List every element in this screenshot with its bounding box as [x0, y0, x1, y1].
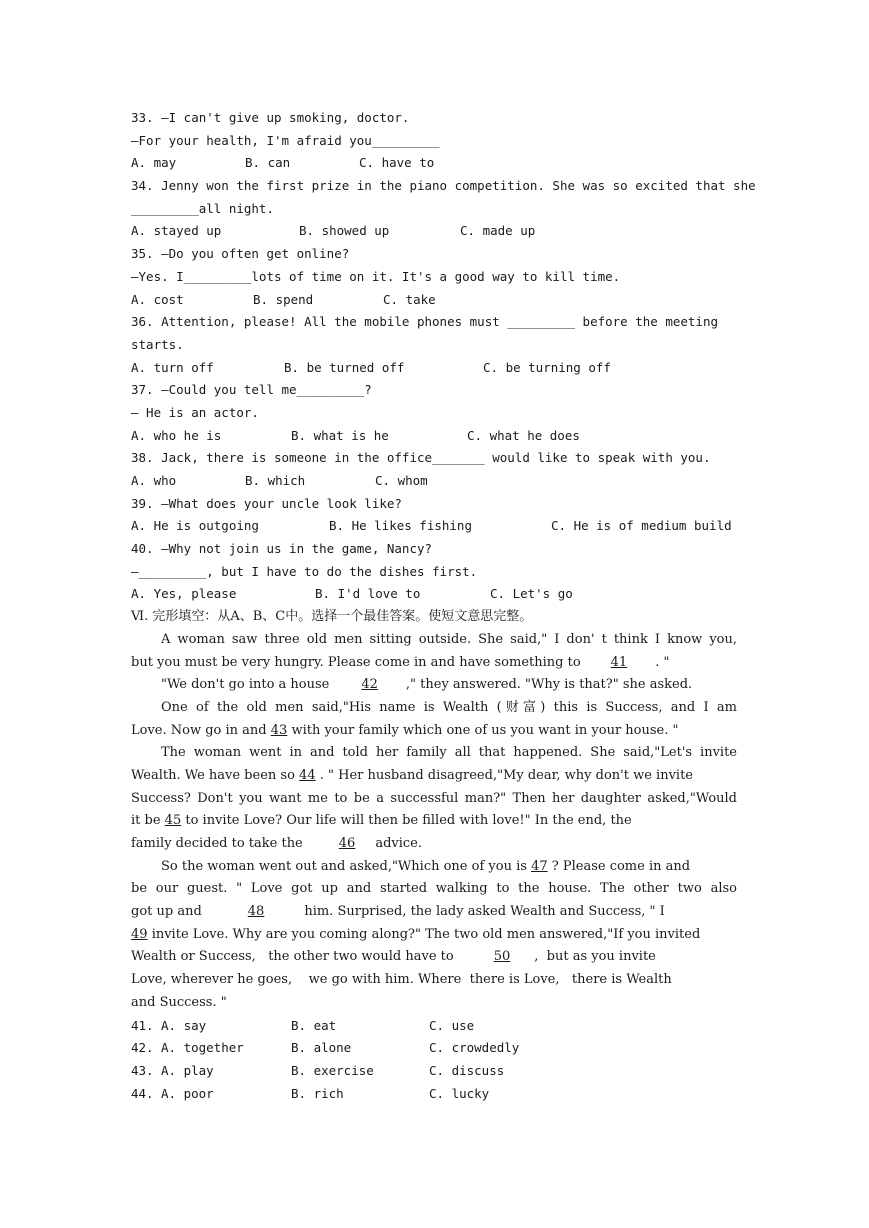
- question-35-options: [131, 289, 737, 312]
- option-c: C. He is of medium build: [551, 518, 732, 534]
- option-a: A. who: [131, 473, 177, 488]
- question-35-reply: —Yes. I_________lots of time on it. It's a good way to kill time.: [131, 268, 621, 284]
- option-a: A. He is outgoing: [131, 518, 259, 534]
- blank-49: 49: [131, 926, 148, 942]
- option-b: B. can: [245, 155, 291, 171]
- question-38-stem: 38. Jack, there is someone in the office_______ would like to speak with you.: [131, 450, 711, 466]
- question-39-stem: 39. —What does your uncle look like?: [131, 495, 402, 511]
- question-40-options: [131, 583, 737, 606]
- question-33-options: [131, 152, 737, 175]
- question-36-stem-cont: starts.: [131, 336, 184, 352]
- blank-47: 47: [531, 858, 548, 874]
- question-37-stem: 37. —Could you tell me_________?: [131, 382, 372, 398]
- option-a: A. may: [131, 155, 177, 171]
- passage-line: The woman went in and told her family all that happened. She said,"Let's invite: [161, 745, 737, 761]
- passage-line: Success? Don't you want me to be a successful man?" Then her daughter asked,"Would: [131, 790, 737, 806]
- option-a: A. who he is: [131, 427, 222, 443]
- option-c: C. Let's go: [490, 586, 573, 602]
- blank-50: 50: [493, 949, 511, 965]
- passage-line: family decided to take the 46 advice.: [131, 836, 422, 851]
- option-a: A. cost: [131, 291, 184, 307]
- blank-45: 45: [164, 813, 182, 829]
- answer-row: 41. A. say B. eat C. use: [131, 1017, 475, 1033]
- question-33-stem: 33. —I can't give up smoking, doctor.: [131, 110, 410, 125]
- blank-42: 42: [361, 677, 378, 693]
- option-c: C. be turning off: [483, 359, 611, 375]
- blank-48: 48: [247, 904, 265, 920]
- option-c: C. take: [383, 291, 436, 307]
- passage-line: One of the old men said,"His name is Wealth (财富) this is Success, and I am: [161, 699, 737, 715]
- question-36-stem: 36. Attention, please! All the mobile phones must _________ before the meeting: [131, 314, 718, 330]
- question-38-options: [131, 470, 737, 493]
- question-39-options: [131, 515, 737, 538]
- question-35-stem: 35. —Do you often get online?: [131, 246, 350, 262]
- passage-line: and Success. ": [131, 994, 227, 1010]
- worksheet-page: [131, 107, 756, 1105]
- passage-line: 49 invite Love. Why are you coming along?" The two old men answered,"If you invited: [131, 926, 701, 942]
- option-c: C. have to: [359, 155, 435, 171]
- passage-line: So the woman went out and asked,"Which one of you is 47 ? Please come in and: [161, 858, 691, 874]
- option-a: A. stayed up: [131, 223, 222, 239]
- question-34-options: [131, 220, 737, 243]
- option-b: B. what is he: [291, 427, 389, 443]
- passage-line: A woman saw three old men sitting outside. She said," I don' t think I know you,: [161, 631, 737, 647]
- option-b: B. showed up: [299, 223, 390, 239]
- question-36-options: [131, 357, 737, 380]
- blank-46: 46: [338, 836, 356, 851]
- passage-line: got up and 48 him. Surprised, the lady asked Wealth and Success, " I: [131, 904, 665, 920]
- passage-line: it be 45 to invite Love? Our life will then be filled with love!" In the end, the: [131, 813, 632, 829]
- passage-line: "We don't go into a house 42 ," they answered. "Why is that?" she asked.: [161, 677, 693, 693]
- passage-line: Love, wherever he goes, we go with him. Where there is Love, there is Wealth: [131, 972, 672, 988]
- question-33-reply: —For your health, I'm afraid you_________: [131, 132, 440, 148]
- option-a: A. Yes, please: [131, 586, 237, 602]
- passage-line: but you must be very hungry. Please come in and have something to 41 . ": [131, 654, 670, 670]
- section-title: Ⅵ. 完形填空：从A、B、C中。选择一个最佳答案。使短文意思完整。: [131, 609, 533, 625]
- question-37-options: [131, 425, 737, 448]
- question-40-reply: —_________, but I have to do the dishes first.: [131, 563, 478, 579]
- question-40-stem: 40. —Why not join us in the game, Nancy?: [131, 541, 433, 557]
- option-b: B. spend: [253, 291, 314, 307]
- passage-line: Wealth or Success, the other two would have to 50 , but as you invite: [131, 949, 656, 965]
- option-c: C. whom: [375, 473, 428, 488]
- blank-41: 41: [610, 654, 628, 670]
- question-34-stem: 34. Jenny won the first prize in the piano competition. She was so excited that she: [131, 178, 756, 194]
- blank-44: 44: [299, 767, 316, 783]
- answer-row: 43. A. play B. exercise C. discuss: [131, 1062, 505, 1078]
- blank-43: 43: [270, 722, 288, 738]
- question-37-reply: — He is an actor.: [131, 404, 259, 420]
- option-c: C. made up: [460, 223, 536, 239]
- option-b: B. which: [245, 473, 306, 488]
- passage-line: Wealth. We have been so 44 . " Her husband disagreed,"My dear, why don't we invite: [131, 767, 693, 783]
- option-c: C. what he does: [467, 427, 580, 443]
- answer-row: 42. A. together B. alone C. crowdedly: [131, 1040, 520, 1056]
- option-b: B. I'd love to: [315, 586, 421, 602]
- option-a: A. turn off: [131, 359, 214, 375]
- option-b: B. He likes fishing: [329, 518, 472, 534]
- passage-line: Love. Now go in and 43 with your family which one of us you want in your house. ": [131, 722, 679, 738]
- passage-line: be our guest. " Love got up and started walking to the house. The other two also: [131, 881, 737, 897]
- question-34-stem-cont: _________all night.: [131, 200, 274, 216]
- answer-row: 44. A. poor B. rich C. lucky: [131, 1085, 490, 1101]
- option-b: B. be turned off: [284, 359, 405, 375]
